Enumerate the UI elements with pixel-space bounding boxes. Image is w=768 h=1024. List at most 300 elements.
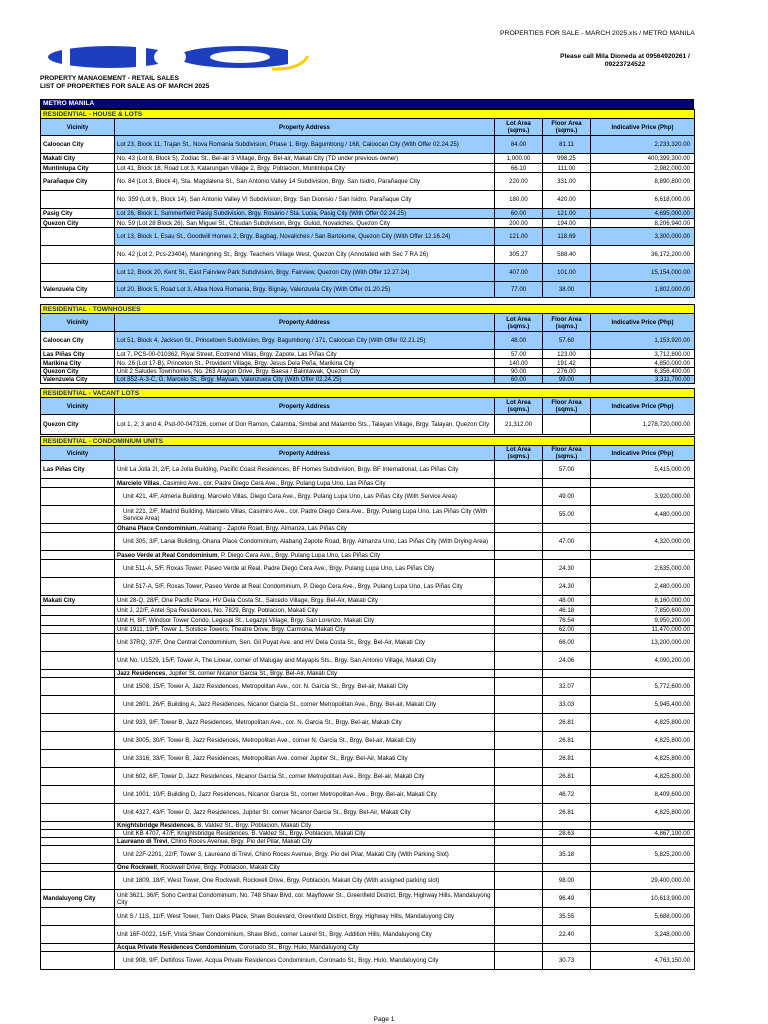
price-cell: 5,688,000.00 xyxy=(591,908,695,926)
price-cell xyxy=(591,944,695,952)
table-row[interactable] xyxy=(41,551,695,560)
address-cell: Lot 1, 2, 3 and 4, Psd-00-047326, corner of Don Ramon, Calamba, Simbal and Malambo Sts., Talayan Village, Brgy. Talayan, Quezon City xyxy=(115,415,495,435)
col-price: Indicative Price (Php) xyxy=(591,446,695,461)
table-row[interactable] xyxy=(41,246,695,264)
column-header-row xyxy=(41,119,695,136)
floor-area-cell: 57.00 xyxy=(543,461,591,479)
vicinity-cell xyxy=(41,678,115,696)
floor-area-cell: 111.00 xyxy=(543,164,591,173)
lot-area-cell xyxy=(495,846,543,864)
price-cell: 2,982,000.00 xyxy=(591,164,695,173)
lot-area-cell: 60.00 xyxy=(495,209,543,219)
bdo-logo xyxy=(40,42,310,72)
section-title-row xyxy=(41,305,695,314)
lot-area-cell: 200.00 xyxy=(495,219,543,228)
table-row[interactable] xyxy=(41,164,695,173)
vicinity-cell xyxy=(41,488,115,506)
section-title-row xyxy=(41,110,695,119)
table-row[interactable] xyxy=(41,952,695,970)
table-row[interactable] xyxy=(41,332,695,350)
address-cell: One Rockwell, Rockwell Drive, Brgy. Poblacion, Makati City xyxy=(115,864,495,872)
lot-area-cell xyxy=(495,732,543,750)
lot-area-cell xyxy=(495,838,543,846)
table-row[interactable] xyxy=(41,750,695,768)
section-title: RESIDENTIAL - TOWNHOUSES xyxy=(41,305,695,314)
address-cell: Unit 221, 2/F, Madrid Building, Marcielo Villas, Casimiro Ave., cor. Padre Diego Cera Ave., Brgy. Pulang Lupa Uno, Las Piñas City (With Service Area) xyxy=(115,506,495,524)
lot-area-cell xyxy=(495,533,543,551)
col-floor-area: Floor Area (sqms.) xyxy=(543,446,591,461)
col-lot-area: Lot Area (sqms.) xyxy=(495,119,543,136)
address-cell: Lot 13, Block 1, Esau St., Goodwill Homes 2, Brgy. Bagbag, Novaliches / San Bartolome, Quezon City (With Offer 12.16.24) xyxy=(115,228,495,246)
address-cell: Unit 1001, 10/F, Building D, Jazz Residences, Nicanor Garcia St., corner Metropolitan Ave., Brgy. Bel-air, Makati City xyxy=(115,786,495,804)
table-row[interactable] xyxy=(41,626,695,634)
vicinity-cell xyxy=(41,578,115,596)
address-cell: Unit 37RQ, 37/F, One Central Condominium, Sen. Gil Puyat Ave. and HV Dela Costa St., Brgy. Bel-Air, Makati City xyxy=(115,634,495,652)
price-cell: 8,890,800.00 xyxy=(591,173,695,191)
floor-area-cell: 998.25 xyxy=(543,154,591,164)
lot-area-cell xyxy=(495,768,543,786)
vicinity-cell xyxy=(41,872,115,890)
table-row[interactable] xyxy=(41,136,695,154)
floor-area-cell: 55.00 xyxy=(543,506,591,524)
price-cell: 4,867,100.00 xyxy=(591,830,695,838)
col-vicinity: Vicinity xyxy=(41,314,115,332)
vicinity-cell xyxy=(41,228,115,246)
floor-area-cell: 26.81 xyxy=(543,804,591,822)
col-price: Indicative Price (Php) xyxy=(591,398,695,415)
price-cell: 3,248,000.00 xyxy=(591,926,695,944)
floor-area-cell: 98.00 xyxy=(543,872,591,890)
vicinity-cell: Las Piñas City xyxy=(41,350,115,359)
lot-area-cell: 57.00 xyxy=(495,350,543,359)
price-cell: 15,154,000.00 xyxy=(591,264,695,282)
table-row[interactable] xyxy=(41,652,695,670)
lot-area-cell: 66.10 xyxy=(495,164,543,173)
lot-area-cell xyxy=(495,822,543,830)
col-price: Indicative Price (Php) xyxy=(591,314,695,332)
lot-area-cell xyxy=(495,596,543,606)
price-cell: 8,160,000.00 xyxy=(591,596,695,606)
lot-area-cell xyxy=(495,488,543,506)
lot-area-cell xyxy=(495,524,543,533)
price-cell: 5,772,600.00 xyxy=(591,678,695,696)
vicinity-cell xyxy=(41,506,115,524)
lot-area-cell xyxy=(495,926,543,944)
table-row[interactable] xyxy=(41,359,695,368)
file-label: PROPERTIES FOR SALE - MARCH 2025.xls / METRO MANILA xyxy=(500,30,695,37)
table-row[interactable] xyxy=(41,479,695,488)
vicinity-cell xyxy=(41,652,115,670)
floor-area-cell xyxy=(543,551,591,560)
contact-line-2: 09223724522 xyxy=(604,61,646,68)
floor-area-cell xyxy=(543,415,591,435)
vicinity-cell: Quezon City xyxy=(41,368,115,376)
address-cell: Paseo Verde at Real Condominium, P. Diego Cera Ave., Brgy. Pulang Lupa Uno, Las Piñas City xyxy=(115,551,495,560)
table-row[interactable] xyxy=(41,154,695,164)
table-row[interactable] xyxy=(41,533,695,551)
vicinity-cell: Quezon City xyxy=(41,415,115,435)
vicinity-cell: Makati City xyxy=(41,154,115,164)
col-floor-area: Floor Area (sqms.) xyxy=(543,398,591,415)
section-house-lots xyxy=(40,99,694,298)
col-lot-area: Lot Area (sqms.) xyxy=(495,446,543,461)
address-cell: No. 84 (Lot 3, Block 4), Sta. Magdalena St., San Antonio Valley 14 Subdivision, Brgy. San Isidro, Parañaque City xyxy=(115,173,495,191)
table-row[interactable] xyxy=(41,944,695,952)
vicinity-cell xyxy=(41,616,115,626)
price-cell: 6,356,400.00 xyxy=(591,368,695,376)
contact-info xyxy=(500,53,750,69)
price-cell: 6,618,000.00 xyxy=(591,191,695,209)
price-cell: 3,300,000.00 xyxy=(591,228,695,246)
floor-area-cell: 35.18 xyxy=(543,846,591,864)
address-cell: Lot 51, Block 4, Jackson St., Princetown Subdivision, Brgy. Bagumbong / 171, Caloocan City (With Offer 02.21.25) xyxy=(115,332,495,350)
table-row[interactable] xyxy=(41,846,695,864)
lot-area-cell xyxy=(495,696,543,714)
address-cell: Unit 22F-2201, 22/F, Tower 3, Laureano di Trevi, Chino Roces Avenue, Brgy. Pio del Pilar, Makati City (With Parking Slot) xyxy=(115,846,495,864)
address-cell: Laureano di Trevi, Chino Roces Avenue, Brgy. Pio del Pilar, Makati City xyxy=(115,838,495,846)
lot-area-cell xyxy=(495,506,543,524)
price-cell: 4,320,000.00 xyxy=(591,533,695,551)
price-cell xyxy=(591,551,695,560)
floor-area-cell: 24.30 xyxy=(543,560,591,578)
lot-area-cell xyxy=(495,670,543,678)
table-row[interactable] xyxy=(41,908,695,926)
vicinity-cell xyxy=(41,714,115,732)
floor-area-cell xyxy=(543,524,591,533)
price-cell: 11,470,000.00 xyxy=(591,626,695,634)
address-cell: Unit 908, 9/F, Dettifoss Tower, Acqua Private Residences Condominium, Coronado St., Brgy. Hulo, Mandaluyong City xyxy=(115,952,495,970)
lot-area-cell: 305.27 xyxy=(495,246,543,264)
floor-area-cell: 30.73 xyxy=(543,952,591,970)
vicinity-cell xyxy=(41,670,115,678)
vicinity-cell xyxy=(41,830,115,838)
col-address: Property Address xyxy=(115,398,495,415)
table-row[interactable] xyxy=(41,606,695,616)
vicinity-cell: Pasig City xyxy=(41,209,115,219)
price-cell: 5,825,200.00 xyxy=(591,846,695,864)
table-row[interactable] xyxy=(41,714,695,732)
price-cell xyxy=(591,670,695,678)
lot-area-cell xyxy=(495,578,543,596)
vicinity-cell xyxy=(41,606,115,616)
table-row[interactable] xyxy=(41,209,695,219)
address-cell: Lot 41, Block 18, Road Lot 3, Katarungan Village 2, Brgy. Poblacion, Muntinlupa City xyxy=(115,164,495,173)
table-row[interactable] xyxy=(41,264,695,282)
price-cell: 4,825,800.00 xyxy=(591,732,695,750)
floor-area-cell xyxy=(543,864,591,872)
title-2: LIST OF PROPERTIES FOR SALE AS OF MARCH 2025 xyxy=(40,82,210,90)
vicinity-cell xyxy=(41,926,115,944)
address-cell: Unit 421, 4/F, Almeria Building, Marcielo Villas, Diego Cera Ave., Brgy. Pulang Lupa Uno, Las Piñas City (With Service Area) xyxy=(115,488,495,506)
lot-area-cell xyxy=(495,714,543,732)
column-header-row xyxy=(41,314,695,332)
lot-area-cell: 84.00 xyxy=(495,136,543,154)
vicinity-cell: Muntinlupa City xyxy=(41,164,115,173)
table-row[interactable] xyxy=(41,634,695,652)
lot-area-cell xyxy=(495,634,543,652)
vicinity-cell: Makati City xyxy=(41,596,115,606)
floor-area-cell: 24.30 xyxy=(543,578,591,596)
price-cell xyxy=(591,838,695,846)
vicinity-cell xyxy=(41,246,115,264)
vicinity-cell xyxy=(41,952,115,970)
floor-area-cell: 22.40 xyxy=(543,926,591,944)
floor-area-cell: 76.54 xyxy=(543,616,591,626)
table-row[interactable] xyxy=(41,368,695,376)
vicinity-cell xyxy=(41,908,115,926)
table-row[interactable] xyxy=(41,786,695,804)
address-cell: No. 43 (Lot 8, Block 5), Zodiac St., Bel-air 3 Village, Brgy. Bel-air, Makati City (TD under previous owner) xyxy=(115,154,495,164)
lot-area-cell xyxy=(495,890,543,908)
floor-area-cell: 99.00 xyxy=(543,376,591,384)
price-cell: 2,635,000.00 xyxy=(591,560,695,578)
floor-area-cell: 26.81 xyxy=(543,714,591,732)
floor-area-cell xyxy=(543,670,591,678)
price-cell: 4,850,000.00 xyxy=(591,359,695,368)
floor-area-cell: 26.81 xyxy=(543,732,591,750)
price-cell: 4,695,000.00 xyxy=(591,209,695,219)
section-title-row xyxy=(41,389,695,398)
vicinity-cell xyxy=(41,560,115,578)
section-title: RESIDENTIAL - VACANT LOTS xyxy=(41,389,695,398)
vicinity-cell xyxy=(41,768,115,786)
address-cell: Unit No. U1529, 15/F, Tower A, The Linear, corner of Malugay and Mayapis Sts., Brgy. San Antonio Village, Makati City xyxy=(115,652,495,670)
floor-area-cell: 57.60 xyxy=(543,332,591,350)
floor-area-cell: 38.00 xyxy=(543,282,591,298)
price-cell: 4,090,200.00 xyxy=(591,652,695,670)
table-row[interactable] xyxy=(41,173,695,191)
lot-area-cell xyxy=(495,626,543,634)
col-lot-area: Lot Area (sqms.) xyxy=(495,314,543,332)
floor-area-cell: 331.00 xyxy=(543,173,591,191)
lot-area-cell: 48.00 xyxy=(495,332,543,350)
vicinity-cell xyxy=(41,696,115,714)
contact-line-1: Please call Mila Dioneda at 09564920261 / xyxy=(560,53,690,60)
address-cell: Unit 1911, 19/F, Tower 1, Solstice Towers, Theatre Drive, Brgy. Carmona, Makati City xyxy=(115,626,495,634)
lot-area-cell: 1,000.00 xyxy=(495,154,543,164)
address-cell: Unit La Jolla 2I, 2/F, La Jolla Building, Pacific Coast Residences, BF Homes Subdivision, Brgy. BF International, Las Piñas City xyxy=(115,461,495,479)
price-cell: 400,399,300.00 xyxy=(591,154,695,164)
table-row[interactable] xyxy=(41,415,695,435)
floor-area-cell: 32.07 xyxy=(543,678,591,696)
table-row[interactable] xyxy=(41,350,695,359)
lot-area-cell: 60.00 xyxy=(495,376,543,384)
table-vacant-lots xyxy=(40,388,695,435)
floor-area-cell: 33.03 xyxy=(543,696,591,714)
address-cell: Jazz Residences, Jupiter St. corner Nicanor Garcia St., Brgy. Bel-Air, Makati City xyxy=(115,670,495,678)
table-row[interactable] xyxy=(41,376,695,384)
price-cell: 2,480,000.00 xyxy=(591,578,695,596)
address-cell: Ohana Place Condominium, Alabang - Zapote Road, Brgy. Almanza, Las Piñas City xyxy=(115,524,495,533)
vicinity-cell: Marikina City xyxy=(41,359,115,368)
address-cell: Unit 4327, 43/F, Tower D, Jazz Residences, Jupiter St. corner Nicanor Garcia St., Brgy. Bel-Air, Makati City xyxy=(115,804,495,822)
price-cell: 1,153,920.00 xyxy=(591,332,695,350)
lot-area-cell xyxy=(495,479,543,488)
vicinity-cell xyxy=(41,533,115,551)
document-titles xyxy=(40,75,209,90)
table-row[interactable] xyxy=(41,822,695,830)
floor-area-cell: 194.00 xyxy=(543,219,591,228)
address-cell: Unit 28-Q, 28/F, One Pacific Place, HV Dela Costa St., Salcedo Village, Brgy. Bel-Air, Makati City xyxy=(115,596,495,606)
vicinity-cell xyxy=(41,524,115,533)
floor-area-cell: 62.00 xyxy=(543,626,591,634)
address-cell: Unit 933, 9/F, Tower B, Jazz Residences, Metropolitan Ave., cor. N. Garcia St., Brgy. Bel-air, Makati City xyxy=(115,714,495,732)
table-row[interactable] xyxy=(41,560,695,578)
lot-area-cell xyxy=(495,652,543,670)
address-cell: No. 359 (Lot 9,, Block 14), San Antonio Valley VI Subdivision, Brgy. San Dionisio / San Isidro, Parañaque City xyxy=(115,191,495,209)
price-cell: 4,825,800.00 xyxy=(591,750,695,768)
table-row[interactable] xyxy=(41,864,695,872)
vicinity-cell: Las Piñas City xyxy=(41,461,115,479)
price-cell: 5,945,400.00 xyxy=(591,696,695,714)
vicinity-cell xyxy=(41,838,115,846)
vicinity-cell xyxy=(41,864,115,872)
address-cell: Knightsbridge Residences, B. Valdez St., Brgy. Poblacion, Makati City xyxy=(115,822,495,830)
vicinity-cell xyxy=(41,191,115,209)
address-cell: Acqua Private Residences Condominium, Coronado St., Brgy. Hulo, Mandaluyong City xyxy=(115,944,495,952)
table-row[interactable] xyxy=(41,830,695,838)
table-row[interactable] xyxy=(41,228,695,246)
section-vacant-lots xyxy=(40,388,694,435)
lot-area-cell xyxy=(495,606,543,616)
section-title-row xyxy=(41,437,695,446)
vicinity-cell: Quezon City xyxy=(41,219,115,228)
address-cell: Lot 852-A-3-C, G. Marcelo St., Brgy. Maysan, Valenzuela City (With Offer 02.24.25) xyxy=(115,376,495,384)
table-row[interactable] xyxy=(41,524,695,533)
table-row[interactable] xyxy=(41,578,695,596)
lot-area-cell xyxy=(495,908,543,926)
table-row[interactable] xyxy=(41,696,695,714)
table-row[interactable] xyxy=(41,461,695,479)
price-cell: 2,233,320.00 xyxy=(591,136,695,154)
vicinity-cell xyxy=(41,732,115,750)
section-title: RESIDENTIAL - HOUSE & LOTS xyxy=(41,110,695,119)
table-row[interactable] xyxy=(41,282,695,298)
price-cell: 4,763,150.00 xyxy=(591,952,695,970)
col-address: Property Address xyxy=(115,446,495,461)
table-row[interactable] xyxy=(41,219,695,228)
col-lot-area: Lot Area (sqms.) xyxy=(495,398,543,415)
address-cell: No. 26 (Lot 17-B), Princeton St., Provident Village, Brgy. Jesus Dela Peña, Marikina City xyxy=(115,359,495,368)
address-cell: Unit 2601, 26/F, Building A, Jazz Residences, Nicanor Garcia St., corner Metropolitan Ave., Brgy. Bel-air, Makati City xyxy=(115,696,495,714)
vicinity-cell xyxy=(41,846,115,864)
floor-area-cell: 101.00 xyxy=(543,264,591,282)
vicinity-cell: Caloocan City xyxy=(41,136,115,154)
lot-area-cell: 180.00 xyxy=(495,191,543,209)
floor-area-cell xyxy=(543,944,591,952)
table-row[interactable] xyxy=(41,506,695,524)
lot-area-cell xyxy=(495,944,543,952)
lot-area-cell: 407.00 xyxy=(495,264,543,282)
vicinity-cell xyxy=(41,264,115,282)
address-cell: Unit H, 8/F, Windsor Tower Condo, Legaspi St., Legazpi Village, Brgy. San Lorenzo, Makati City xyxy=(115,616,495,626)
table-row[interactable] xyxy=(41,890,695,908)
col-floor-area: Floor Area (sqms.) xyxy=(543,314,591,332)
floor-area-cell: 121.00 xyxy=(543,209,591,219)
price-cell: 13,200,000.00 xyxy=(591,634,695,652)
title-1: PROPERTY MANAGEMENT - RETAIL SALES xyxy=(40,75,179,82)
floor-area-cell: 123.00 xyxy=(543,350,591,359)
price-cell: 8,409,600.00 xyxy=(591,786,695,804)
column-header-row xyxy=(41,446,695,461)
vicinity-cell xyxy=(41,804,115,822)
region-header: METRO MANILA xyxy=(40,99,694,109)
floor-area-cell xyxy=(543,479,591,488)
lot-area-cell xyxy=(495,804,543,822)
floor-area-cell xyxy=(543,838,591,846)
section-townhouses xyxy=(40,304,694,384)
lot-area-cell: 77.00 xyxy=(495,282,543,298)
table-row[interactable] xyxy=(41,678,695,696)
address-cell: Lot 12, Block 20, Kent St., East Fairview Park Subdivision, Brgy. Fairview, Quezon City (With Offer 12.27.24) xyxy=(115,264,495,282)
floor-area-cell xyxy=(543,822,591,830)
address-cell: Unit 517-A, 5/F, Roxas Tower, Paseo Verde at Real Condominium, P. Diego Cera Ave., Brgy. Pulang Lupa Uno, Las Piñas City xyxy=(115,578,495,596)
floor-area-cell: 49.00 xyxy=(543,488,591,506)
vicinity-cell xyxy=(41,944,115,952)
floor-area-cell: 26.81 xyxy=(543,768,591,786)
floor-area-cell: 24.06 xyxy=(543,652,591,670)
price-cell: 4,480,000.00 xyxy=(591,506,695,524)
vicinity-cell xyxy=(41,479,115,488)
address-cell: No. 59 (Lot 28 Block 26), San Miguel St., Chiudan Subdivision, Brgy. Gulod, Novaliches, Quezon City xyxy=(115,219,495,228)
table-row[interactable] xyxy=(41,768,695,786)
table-row[interactable] xyxy=(41,191,695,209)
table-row[interactable] xyxy=(41,488,695,506)
address-cell: Unit 305, 3/F, Lanai Building, Ohana Place Condominium, Alabang Zapote Road, Brgy. Almanza Uno, Las Piñas City (With Drying Area) xyxy=(115,533,495,551)
lot-area-cell xyxy=(495,560,543,578)
table-house-lots xyxy=(40,109,695,298)
lot-area-cell xyxy=(495,786,543,804)
table-row[interactable] xyxy=(41,804,695,822)
price-cell: 1,278,720,000.00 xyxy=(591,415,695,435)
address-cell: Unit J, 22/F, Antel Spa Residences, No. 7829, Brgy. Poblacion, Makati City xyxy=(115,606,495,616)
address-cell: Unit 3005, 30/F, Tower B, Jazz Residences, Metropolitan Ave., corner N. Garcia St., Brgy. Bel-air, Makati City xyxy=(115,732,495,750)
floor-area-cell: 47.00 xyxy=(543,533,591,551)
price-cell: 3,920,000.00 xyxy=(591,488,695,506)
price-cell xyxy=(591,864,695,872)
address-cell: Unit 16F-0022, 16/F, Vista Shaw Condominium, Shaw Blvd., corner Laurel St., Brgy. Addition Hills, Mandaluyong City xyxy=(115,926,495,944)
vicinity-cell: Valenzuela City xyxy=(41,376,115,384)
table-row[interactable] xyxy=(41,732,695,750)
column-header-row xyxy=(41,398,695,415)
floor-area-cell: 96.49 xyxy=(543,890,591,908)
address-cell: Unit KB 4707, 47/F, Knightsbridge Residences, B. Valdez St., Brgy. Poblacion, Makati City xyxy=(115,830,495,838)
table-row[interactable] xyxy=(41,926,695,944)
floor-area-cell: 276.00 xyxy=(543,368,591,376)
lot-area-cell xyxy=(495,461,543,479)
table-row[interactable] xyxy=(41,838,695,846)
table-row[interactable] xyxy=(41,872,695,890)
table-row[interactable] xyxy=(41,616,695,626)
price-cell: 29,400,000.00 xyxy=(591,872,695,890)
address-cell: Unit 1508, 15/F, Tower A, Jazz Residences, Metropolitan Ave., cor. N. Garcia St., Brgy. Bel-air, Makati City xyxy=(115,678,495,696)
lot-area-cell xyxy=(495,678,543,696)
address-cell: Unit 602, 6/F, Tower D, Jazz Residences, Nicanor Garcia St., corner Metropolitan Ave., Brgy. Bel-air, Makati City xyxy=(115,768,495,786)
lot-area-cell: 21,312.00 xyxy=(495,415,543,435)
table-row[interactable] xyxy=(41,596,695,606)
vicinity-cell xyxy=(41,551,115,560)
floor-area-cell: 81.11 xyxy=(543,136,591,154)
lot-area-cell xyxy=(495,864,543,872)
floor-area-cell: 588.40 xyxy=(543,246,591,264)
price-cell: 10,613,900.00 xyxy=(591,890,695,908)
floor-area-cell: 46.72 xyxy=(543,786,591,804)
price-cell: 4,825,800.00 xyxy=(591,768,695,786)
table-row[interactable] xyxy=(41,670,695,678)
price-cell: 8,206,940.00 xyxy=(591,219,695,228)
floor-area-cell: 420.00 xyxy=(543,191,591,209)
floor-area-cell: 48.00 xyxy=(543,596,591,606)
